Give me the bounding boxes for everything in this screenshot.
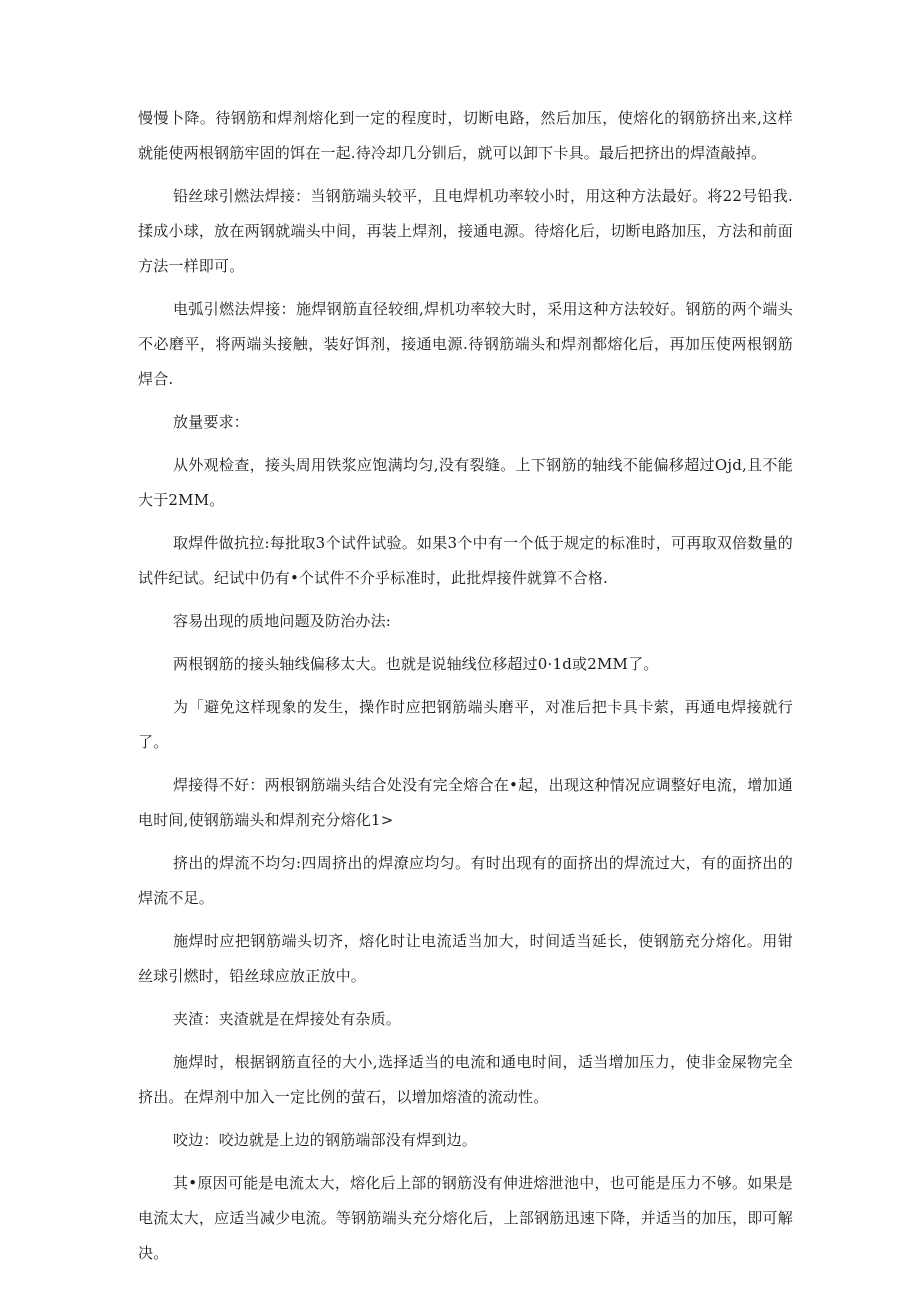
paragraph-undercut-fix: 其•原因可能是电流太大，熔化后上部的钢筋没有伸进熔泄池中，也可能是压力不够。如果是电流太大，应适当减少电流。等钢筋端头充分熔化后，上部钢筋迅速下降，并适当的加压，即可解决。 <box>138 1174 793 1262</box>
paragraph-poor-fusion: 焊接得不好：两根钢筋端头结合处没有完全熔合在•起，出现这种情况应调整好电流，增加通电时间,使钢筋端头和焊剂充分熔化1> <box>138 776 793 829</box>
document-page <box>138 101 793 1279</box>
paragraph-axis-offset: 两根钢筋的接头轴线偏移太大。也就是说轴线位移超过0·1d或2MM了。 <box>173 655 659 673</box>
paragraph-slag-inclusion: 夹渣：夹渣就是在焊接处有杂质。 <box>173 1010 402 1028</box>
paragraph-arc-ignition: 电弧引燃法焊接：施焊钢筋直径较细,焊机功率较大时，采用这种方法较好。钢筋的两个端头不必磨平，将两端头接触，装好饵剂，接通电源.待钢筋端头和焊剂都熔化后，再加压使两根钢筋焊合. <box>138 300 793 388</box>
paragraph-slag-inclusion-fix: 施焊时，根据钢筋直径的大小,选择适当的电流和通电时间，适当增加压力，使非金屎物完全挤出。在焊剂中加入一定比例的萤石，以增加熔渣的流动性。 <box>138 1053 793 1106</box>
paragraph-visual-inspection: 从外观检查，接头周用铁浆应饱满均匀,没有裂缝。上下钢筋的轴线不能偏移超过Ojd,且不能大于2MM。 <box>138 456 793 509</box>
paragraph-axis-offset-fix: 为「避免这样现象的发生，操作时应把钢筋端头磨平，对准后把卡具卡萦，再通电焊接就行了。 <box>138 698 793 751</box>
paragraph-uneven-flow: 挤出的焊流不均匀:四周挤出的焊潦应均匀。有时出现有的面挤出的焊流过大，有的面挤出的焊流不足。 <box>138 854 793 907</box>
paragraph-uneven-flow-fix: 施焊时应把钢筋端头切齐，熔化时让电流适当加大，时间适当延长，使钢筋充分熔化。用钳丝球引燃时，铅丝球应放正放中。 <box>138 932 793 985</box>
paragraph-lead-ball-ignition: 铅丝球引燃法焊接：当钢筋端头较平，且电焊机功率较小时，用这种方法最好。将22号铅我.揉成小球，放在两钢就端头中间，再装上焊剂，接通电源。待熔化后，切断电路加压，方法和前面方法一样即可。 <box>138 187 793 275</box>
heading-quality-requirements: 放量要求： <box>173 413 250 431</box>
paragraph-undercut: 咬边：咬边就是上边的钢筋端部没有焊到边。 <box>173 1131 478 1149</box>
paragraph-tensile-test: 取焊件做抗拉:每批取3个试件试验。如果3个中有一个低于规定的标准时，可再取双倍数量的试件纪试。纪试中仍有•个试件不介乎标准时，此批焊接件就算不合格. <box>138 534 793 587</box>
paragraph-continuation: 慢慢卜降。待钢筋和焊剂熔化到一定的程度时，切断电路，然后加压，使熔化的钢筋挤出来,这样就能使两根钢筋牢固的饵在一起.待冷却几分钏后，就可以卸下卡具。最后把挤出的焊渣敲掉。 <box>138 109 793 162</box>
heading-common-problems: 容易出现的质地问题及防治办法: <box>173 612 392 630</box>
